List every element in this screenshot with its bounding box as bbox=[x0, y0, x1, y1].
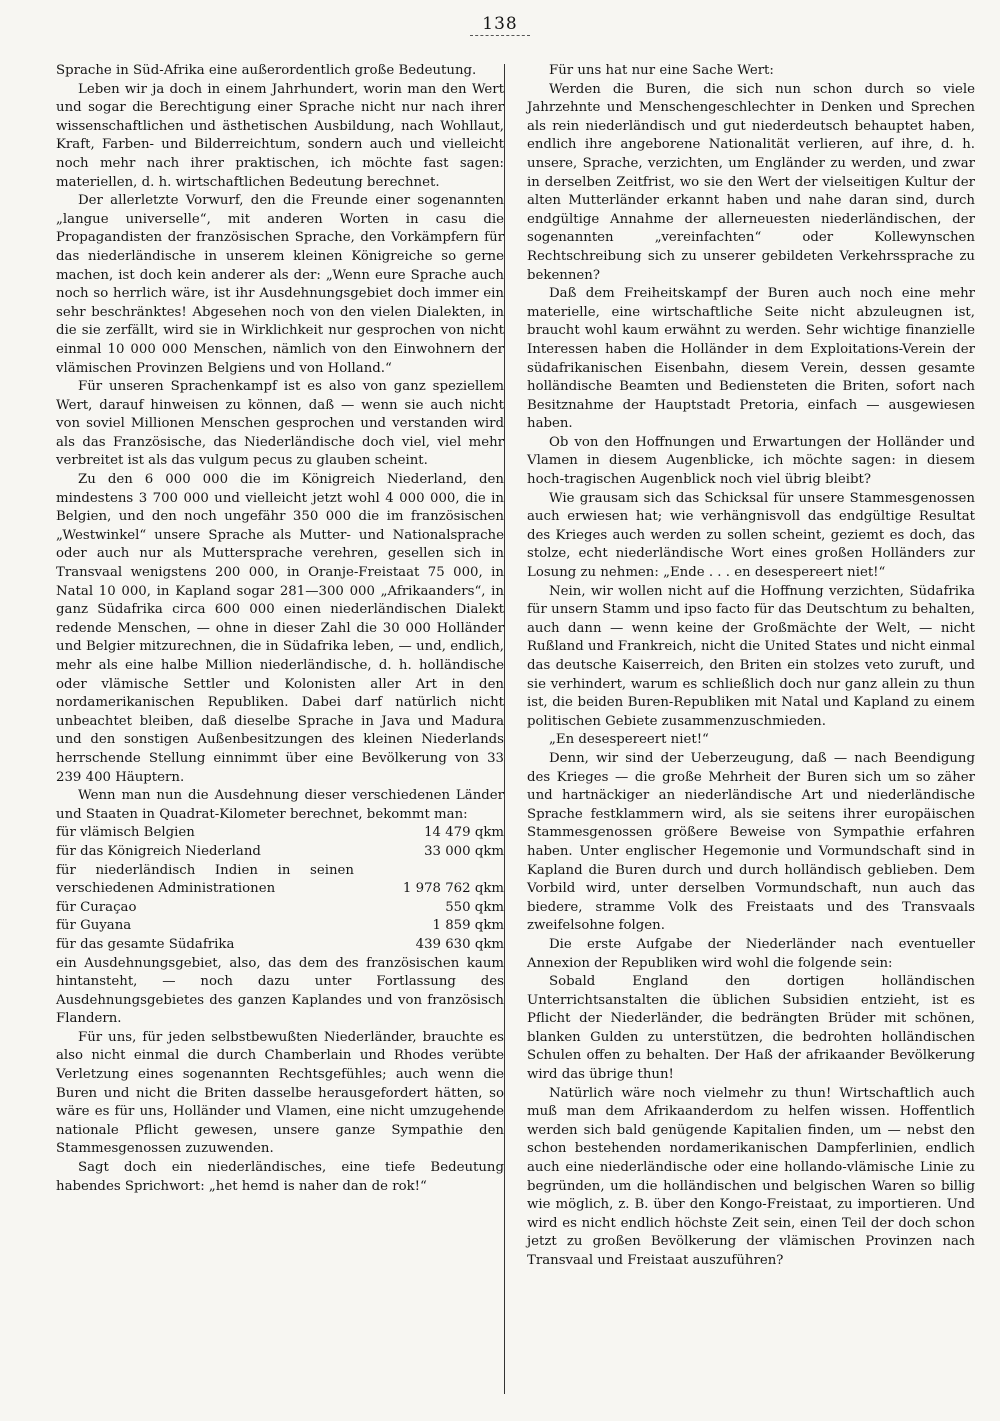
paragraph: Werden die Buren, die sich nun schon durch so viele Jahrzehnte und Menschengeschlechter in Denken und Sprechen als rein niederländisch und gut niederdeutsch behauptet haben, endlich ihre angeborene Nationalität verlieren, auf ihre, d. h. unsere, Sprache, verzichten, um Engländer zu werden, und zwar in derselben Zeitfrist, wo sie den Wert der vielseitigen Kultur der alten Mutterländer erkannt haben und nahe daran sind, durch endgültige Annahme der allerneuesten niederländischen, der sogenannten „vereinfachten“ oder Kollewynschen Rechtschreibung sich zu unserer gebildeten Verkehrssprache zu bekennen? bbox=[527, 81, 975, 283]
table-value: 33 000 qkm bbox=[424, 843, 504, 859]
right-column bbox=[527, 62, 975, 1271]
table-value: 439 630 qkm bbox=[415, 936, 504, 952]
column-divider bbox=[504, 64, 505, 1394]
area-table bbox=[56, 824, 504, 954]
paragraph: Leben wir ja doch in einem Jahrhundert, worin man den Wert und sogar die Berechtigung einer Sprache nicht nur nach ihrer wissenschaftlichen und ästhetischen Ausbildung, nach Wohllaut, Kraft, Farben- und Bilderreichtum, sondern auch und vielleicht noch mehr nach ihrer praktischen, ich möchte fast sagen: materiellen, d. h. wirtschaftlichen Bedeutung berechnet. bbox=[56, 81, 504, 190]
left-column bbox=[56, 62, 504, 1196]
page-number: 138 bbox=[0, 14, 1000, 36]
table-value: 1 859 qkm bbox=[432, 918, 504, 934]
paragraph: Die erste Aufgabe der Niederländer nach eventueller Annexion der Republiken wird wohl die folgende sein: bbox=[527, 936, 975, 971]
paragraph: Natürlich wäre noch vielmehr zu thun! Wirtschaftlich auch muß man dem Afrikaanderdom zu helfen wissen. Hoffentlich werden sich bald genügende Kapitalien finden, um — nebst den schon bestehenden nordamerikanischen Dampferlinien, endlich auch eine niederländische oder eine hollando-vlämische Linie zu begründen, um die holländischen und belgischen Waren so billig wie möglich, z. B. über den Kongo-Freistaat, zu importieren. Und wird es nicht endlich höchste Zeit sein, einen Teil der doch schon jetzt zu großen Bevölkerung der vlämischen Provinzen nach Transvaal und Freistaat auszuführen? bbox=[527, 1085, 975, 1268]
paragraph: Wenn man nun die Ausdehnung dieser verschiedenen Länder und Staaten in Quadrat-Kilometer berechnet, bekommt man: bbox=[56, 788, 504, 822]
table-row bbox=[56, 862, 504, 899]
paragraph: Denn, wir sind der Ueberzeugung, daß — nach Beendigung des Krieges — die große Mehrheit der Buren sich um so zäher und hartnäckiger an niederländische Art und niederländische Sprache festklammern wird, als sie seitens ihrer europäischen Stammesgenossen größere Beweise von Sympathie erfahren haben. Unter englischer Hegemonie und Vormundschaft sind in Kapland die Buren durch und durch holländisch geblieben. Dem Vorbild wird, unter derselben Vormundschaft, nun auch das biedere, stramme Volk des Freistaats und des Transvaals zweifelsohne folgen. bbox=[527, 750, 975, 934]
paragraph: Der allerletzte Vorwurf, den die Freunde einer sogenannten „langue universelle“, mit anderen Worten in casu die Propagandisten der französischen Sprache, den Vorkämpfern für das niederländische in unserem kleinen Königreiche so gerne machen, ist doch kein anderer als der: „Wenn eure Sprache auch noch so herrlich wäre, ist ihr Ausdehnungsgebiet doch immer ein sehr beschränktes! Abgesehen noch von den vielen Dialekten, in die sie zerfällt, wird sie in Wirklichkeit nur gesprochen von nicht einmal 10 000 000 Menschen, nämlich von den Einwohnern der vlämischen Provinzen Belgiens und von Holland.“ bbox=[56, 193, 504, 376]
paragraph: Für uns hat nur eine Sache Wert: bbox=[549, 63, 774, 78]
table-label: für niederländisch Indien in seinen verschiedenen Administrationen bbox=[56, 862, 354, 897]
table-label: für Guyana bbox=[56, 918, 132, 934]
table-row bbox=[56, 899, 504, 918]
paragraph: Für unseren Sprachenkampf ist es also von ganz speziellem Wert, darauf hinweisen zu können, daß — wenn sie auch nicht von soviel Millionen Menschen gesprochen und verstanden wird als das Französische, das Niederländische doch viel, viel mehr verbreitet ist als das vulgum pecus zu glauben scheint. bbox=[56, 379, 504, 469]
paragraph: „En desespereert niet!“ bbox=[549, 732, 709, 748]
table-value: 550 qkm bbox=[445, 899, 504, 915]
table-value: 14 479 qkm bbox=[424, 825, 504, 841]
table-label: für das Königreich Niederland bbox=[56, 843, 261, 859]
table-row bbox=[56, 917, 504, 936]
table-value: 1 978 762 qkm bbox=[402, 881, 504, 897]
paragraph: Daß dem Freiheitskampf der Buren auch noch eine mehr materielle, eine wirtschaftliche Seite nicht abzuleugnen ist, braucht wohl kaum erwähnt zu werden. Sehr wichtige finanzielle Interessen haben die Holländer in dem Exploitations-Verein der südafrikanischen Eisenbahn, diesem Verein, dessen gesamte holländische Beamten und Bediensteten die Briten, sofort nach Besitznahme der Hauptstadt Pretoria, einfach — ausgewiesen haben. bbox=[527, 286, 975, 432]
table-label: für vlämisch Belgien bbox=[56, 825, 195, 841]
paragraph: Sprache in Süd-Afrika eine außerordentlich große Bedeutung. bbox=[56, 63, 477, 78]
paragraph: Zu den 6 000 000 die im Königreich Niederland, den mindestens 3 700 000 und vielleicht jetzt wohl 4 000 000, die in Belgien, und den noch ungefähr 350 000 die im französischen „Westwinkel“ unsere Sprache als Mutter- und Nationalsprache oder auch nur als Muttersprache verehren, gesellen sich in Transvaal wenigstens 200 000, in Oranje-Freistaat 75 000, in Natal 10 000, in Kapland sogar 281—300 000 „Afrikaanders“, in ganz Südafrika circa 600 000 einen niederländischen Dialekt redende Menschen, — ohne in dieser Zahl die 30 000 Holländer und Belgier mitzurechnen, die in Südafrika leben, — und, endlich, mehr als eine halbe Million niederländische, d. h. holländische oder vlämische Settler und Kolonisten aller Art in den nordamerikanischen Republiken. Dabei darf natürlich nicht unbeachtet bleiben, daß dieselbe Sprache in Java und Madura und den sonstigen Außenbesitzungen des kleinen Niederlands herrschende Stellung einnimmt über eine Bevölkerung von 33 239 400 Häuptern. bbox=[56, 472, 504, 785]
paragraph: Sagt doch ein niederländisches, eine tiefe Bedeutung habendes Sprichwort: „het hemd is naher dan de rok!“ bbox=[56, 1160, 504, 1194]
table-row bbox=[56, 936, 504, 955]
table-row bbox=[56, 843, 504, 862]
paragraph: Ob von den Hoffnungen und Erwartungen der Holländer und Vlamen in diesem Augenblicke, ich möchte sagen: in diesem hoch-tragischen Augenblick noch viel übrig bleibt? bbox=[527, 434, 975, 488]
table-label: für das gesamte Südafrika bbox=[56, 936, 235, 952]
paragraph: Sobald England den dortigen holländischen Unterrichtsanstalten die üblichen Subsidien entzieht, ist es Pflicht der Niederländer, die bedrängten Brüder mit schönen, blanken Gulden zu unterstützen, die bedrohten holländischen Schulen offen zu behalten. Der Haß der afrikaander Bevölkerung wird das übrige thun! bbox=[527, 974, 975, 1083]
paragraph: Wie grausam sich das Schicksal für unsere Stammesgenossen auch erwiesen hat; wie verhängnisvoll das endgültige Resultat des Krieges auch werden zu sollen scheint, geziemt es doch, das stolze, echt niederländische Wort eines großen Holländers zur Losung zu nehmen: „Ende . . . en desespereert niet!“ bbox=[527, 490, 975, 581]
paragraph: Nein, wir wollen nicht auf die Hoffnung verzichten, Südafrika für unsern Stamm und ipso facto für das Deutschtum zu behalten, auch dann — wenn keine der Großmächte der Welt, — nicht Rußland und Frankreich, nicht die United States und nicht einmal das deutsche Kaiserreich, den Briten ein stolzes veto zuruft, und sie verhindert, warum es schließlich doch nur ganz allein zu thun ist, die beiden Buren-Republiken mit Natal und Kapland zu einem politischen Gebiete zusammenzuschmieden. bbox=[527, 583, 975, 729]
table-row bbox=[56, 824, 504, 843]
paragraph: Für uns, für jeden selbstbewußten Niederländer, brauchte es also nicht einmal die durch Chamberlain und Rhodes verübte Verletzung eines sogenannten Rechtsgefühles; auch wenn die Buren und nicht die Briten dasselbe herausgefordert hätten, so wäre es für uns, Holländer und Vlamen, eine nicht umzugehende nationale Pflicht gewesen, unsere ganze Sympathie den Stammesgenossen zuzuwenden. bbox=[56, 1029, 504, 1157]
table-label: für Curaçao bbox=[56, 899, 137, 915]
paragraph: ein Ausdehnungsgebiet, also, das dem des französischen kaum hintansteht, — noch dazu unter Fortlassung des Ausdehnungsgebietes des ganzen Kaplandes und von französisch Flandern. bbox=[56, 955, 504, 1027]
